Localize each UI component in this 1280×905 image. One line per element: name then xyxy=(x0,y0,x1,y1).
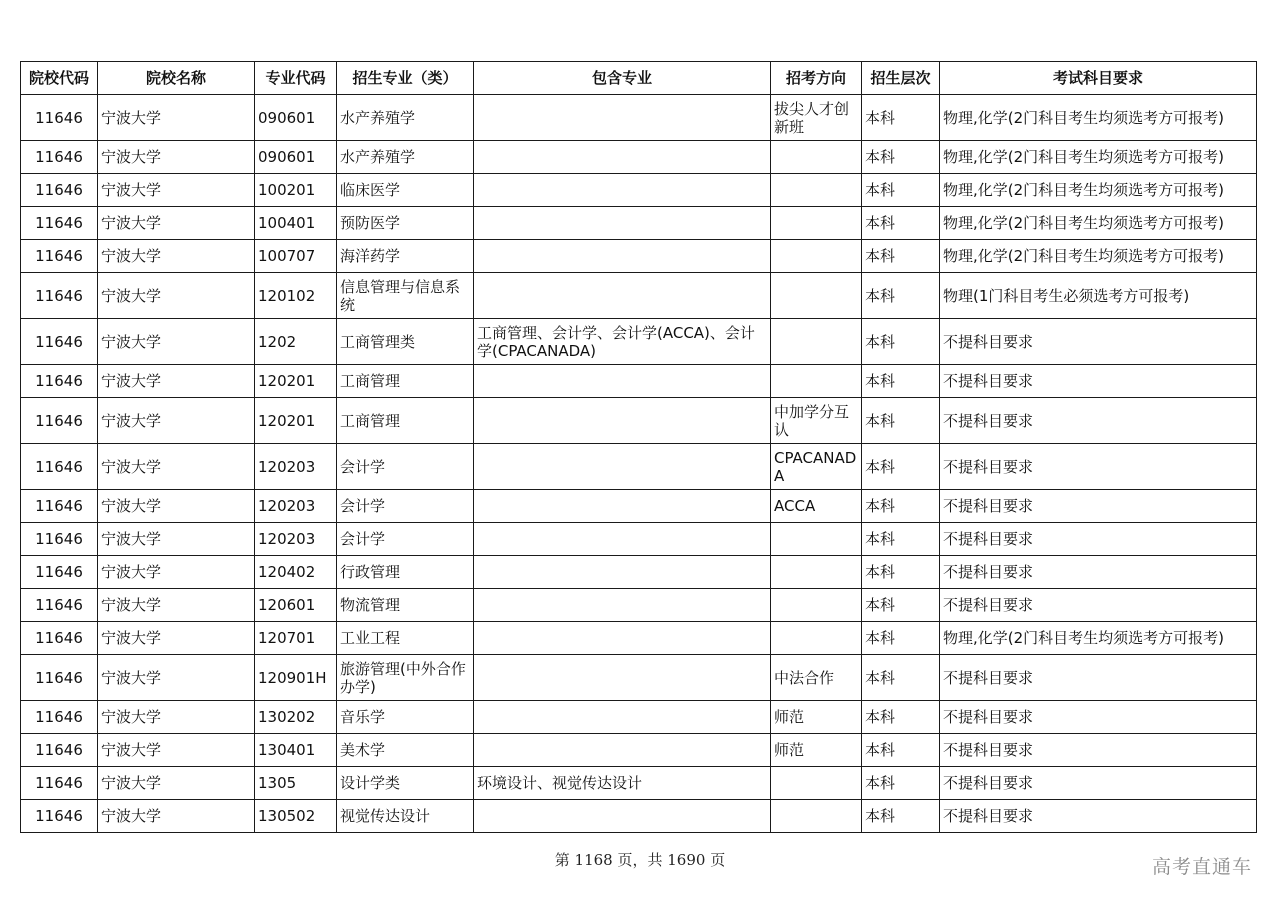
cell-level: 本科 xyxy=(862,734,940,767)
cell-included-majors xyxy=(474,655,771,701)
cell-major-code: 090601 xyxy=(255,95,337,141)
admissions-table xyxy=(20,61,1257,833)
cell-level: 本科 xyxy=(862,490,940,523)
table-row xyxy=(21,490,1257,523)
cell-major: 设计学类 xyxy=(337,767,474,800)
table-row xyxy=(21,365,1257,398)
cell-level: 本科 xyxy=(862,273,940,319)
cell-school-code: 11646 xyxy=(21,589,98,622)
cell-direction: 中法合作 xyxy=(771,655,862,701)
cell-school-name: 宁波大学 xyxy=(98,174,255,207)
cell-direction xyxy=(771,240,862,273)
cell-requirement: 物理,化学(2门科目考生均须选考方可报考) xyxy=(940,174,1257,207)
cell-school-code: 11646 xyxy=(21,734,98,767)
cell-included-majors xyxy=(474,800,771,833)
cell-requirement: 不提科目要求 xyxy=(940,734,1257,767)
cell-school-name: 宁波大学 xyxy=(98,767,255,800)
cell-major-code: 120102 xyxy=(255,273,337,319)
cell-major-code: 090601 xyxy=(255,141,337,174)
cell-included-majors xyxy=(474,273,771,319)
table-row xyxy=(21,141,1257,174)
header-major-code: 专业代码 xyxy=(255,62,337,95)
cell-included-majors xyxy=(474,398,771,444)
table-row xyxy=(21,701,1257,734)
cell-included-majors xyxy=(474,734,771,767)
cell-direction xyxy=(771,174,862,207)
cell-school-name: 宁波大学 xyxy=(98,319,255,365)
cell-school-name: 宁波大学 xyxy=(98,141,255,174)
cell-major: 工业工程 xyxy=(337,622,474,655)
header-level: 招生层次 xyxy=(862,62,940,95)
cell-school-name: 宁波大学 xyxy=(98,622,255,655)
cell-level: 本科 xyxy=(862,701,940,734)
cell-school-name: 宁波大学 xyxy=(98,655,255,701)
cell-direction xyxy=(771,273,862,319)
cell-school-name: 宁波大学 xyxy=(98,365,255,398)
cell-school-code: 11646 xyxy=(21,319,98,365)
cell-major: 工商管理 xyxy=(337,398,474,444)
cell-requirement: 物理(1门科目考生必须选考方可报考) xyxy=(940,273,1257,319)
cell-level: 本科 xyxy=(862,444,940,490)
header-school-code: 院校代码 xyxy=(21,62,98,95)
cell-direction xyxy=(771,622,862,655)
cell-direction: 师范 xyxy=(771,701,862,734)
cell-direction xyxy=(771,207,862,240)
cell-direction xyxy=(771,365,862,398)
cell-included-majors xyxy=(474,589,771,622)
cell-major: 会计学 xyxy=(337,523,474,556)
cell-major-code: 100707 xyxy=(255,240,337,273)
cell-major: 预防医学 xyxy=(337,207,474,240)
cell-requirement: 不提科目要求 xyxy=(940,589,1257,622)
cell-major-code: 100401 xyxy=(255,207,337,240)
cell-school-code: 11646 xyxy=(21,701,98,734)
cell-school-code: 11646 xyxy=(21,240,98,273)
cell-direction: 拔尖人才创新班 xyxy=(771,95,862,141)
cell-included-majors xyxy=(474,556,771,589)
table-row xyxy=(21,734,1257,767)
table-body xyxy=(21,95,1257,833)
cell-requirement: 不提科目要求 xyxy=(940,767,1257,800)
table-row xyxy=(21,444,1257,490)
cell-school-name: 宁波大学 xyxy=(98,398,255,444)
cell-major-code: 130401 xyxy=(255,734,337,767)
cell-major: 美术学 xyxy=(337,734,474,767)
cell-requirement: 不提科目要求 xyxy=(940,444,1257,490)
cell-major-code: 100201 xyxy=(255,174,337,207)
cell-school-name: 宁波大学 xyxy=(98,556,255,589)
watermark: 高考直通车 xyxy=(1151,856,1252,878)
cell-included-majors xyxy=(474,622,771,655)
table-row xyxy=(21,622,1257,655)
cell-included-majors xyxy=(474,365,771,398)
cell-level: 本科 xyxy=(862,95,940,141)
cell-level: 本科 xyxy=(862,556,940,589)
cell-major: 物流管理 xyxy=(337,589,474,622)
cell-direction xyxy=(771,141,862,174)
cell-direction xyxy=(771,523,862,556)
cell-major-code: 120201 xyxy=(255,398,337,444)
cell-requirement: 不提科目要求 xyxy=(940,398,1257,444)
cell-major: 工商管理类 xyxy=(337,319,474,365)
cell-requirement: 不提科目要求 xyxy=(940,319,1257,365)
table-row xyxy=(21,767,1257,800)
cell-direction xyxy=(771,319,862,365)
cell-school-code: 11646 xyxy=(21,655,98,701)
cell-direction xyxy=(771,556,862,589)
cell-major: 水产养殖学 xyxy=(337,95,474,141)
cell-major-code: 120203 xyxy=(255,523,337,556)
cell-requirement: 物理,化学(2门科目考生均须选考方可报考) xyxy=(940,141,1257,174)
cell-major: 水产养殖学 xyxy=(337,141,474,174)
header-requirement: 考试科目要求 xyxy=(940,62,1257,95)
cell-school-code: 11646 xyxy=(21,800,98,833)
cell-school-name: 宁波大学 xyxy=(98,701,255,734)
cell-major-code: 1202 xyxy=(255,319,337,365)
cell-included-majors xyxy=(474,444,771,490)
cell-school-code: 11646 xyxy=(21,207,98,240)
cell-major-code: 1305 xyxy=(255,767,337,800)
cell-school-code: 11646 xyxy=(21,174,98,207)
table-row xyxy=(21,800,1257,833)
cell-level: 本科 xyxy=(862,622,940,655)
cell-major-code: 120203 xyxy=(255,444,337,490)
cell-school-code: 11646 xyxy=(21,141,98,174)
page-number: 第 1168 页，共 1690 页 xyxy=(554,851,726,869)
table-row xyxy=(21,240,1257,273)
cell-major: 音乐学 xyxy=(337,701,474,734)
cell-major: 会计学 xyxy=(337,490,474,523)
cell-level: 本科 xyxy=(862,174,940,207)
cell-school-code: 11646 xyxy=(21,622,98,655)
cell-included-majors: 工商管理、会计学、会计学(ACCA)、会计学(CPACANADA) xyxy=(474,319,771,365)
cell-level: 本科 xyxy=(862,523,940,556)
cell-school-code: 11646 xyxy=(21,444,98,490)
cell-school-code: 11646 xyxy=(21,767,98,800)
cell-major: 海洋药学 xyxy=(337,240,474,273)
cell-level: 本科 xyxy=(862,655,940,701)
cell-included-majors xyxy=(474,95,771,141)
header-school-name: 院校名称 xyxy=(98,62,255,95)
cell-school-code: 11646 xyxy=(21,398,98,444)
cell-school-name: 宁波大学 xyxy=(98,523,255,556)
cell-level: 本科 xyxy=(862,767,940,800)
cell-requirement: 不提科目要求 xyxy=(940,701,1257,734)
cell-school-name: 宁波大学 xyxy=(98,490,255,523)
table-header-row xyxy=(21,62,1257,95)
table-row xyxy=(21,319,1257,365)
cell-included-majors xyxy=(474,141,771,174)
cell-included-majors xyxy=(474,207,771,240)
table-row xyxy=(21,174,1257,207)
cell-requirement: 不提科目要求 xyxy=(940,523,1257,556)
cell-major-code: 120402 xyxy=(255,556,337,589)
cell-school-name: 宁波大学 xyxy=(98,444,255,490)
cell-included-majors xyxy=(474,523,771,556)
cell-included-majors xyxy=(474,240,771,273)
cell-direction: 师范 xyxy=(771,734,862,767)
header-direction: 招考方向 xyxy=(771,62,862,95)
cell-school-code: 11646 xyxy=(21,273,98,319)
cell-included-majors xyxy=(474,701,771,734)
cell-requirement: 不提科目要求 xyxy=(940,655,1257,701)
cell-requirement: 物理,化学(2门科目考生均须选考方可报考) xyxy=(940,622,1257,655)
cell-level: 本科 xyxy=(862,800,940,833)
header-included-majors: 包含专业 xyxy=(474,62,771,95)
cell-direction: ACCA xyxy=(771,490,862,523)
table-row xyxy=(21,398,1257,444)
table-row xyxy=(21,556,1257,589)
cell-major: 工商管理 xyxy=(337,365,474,398)
table-row xyxy=(21,589,1257,622)
cell-school-code: 11646 xyxy=(21,523,98,556)
table-row xyxy=(21,655,1257,701)
cell-school-code: 11646 xyxy=(21,556,98,589)
cell-level: 本科 xyxy=(862,589,940,622)
cell-major: 信息管理与信息系统 xyxy=(337,273,474,319)
cell-school-name: 宁波大学 xyxy=(98,95,255,141)
cell-school-name: 宁波大学 xyxy=(98,207,255,240)
cell-major-code: 120701 xyxy=(255,622,337,655)
cell-major-code: 130502 xyxy=(255,800,337,833)
cell-major-code: 120901H xyxy=(255,655,337,701)
cell-major: 会计学 xyxy=(337,444,474,490)
cell-requirement: 物理,化学(2门科目考生均须选考方可报考) xyxy=(940,207,1257,240)
cell-direction xyxy=(771,589,862,622)
cell-requirement: 物理,化学(2门科目考生均须选考方可报考) xyxy=(940,95,1257,141)
cell-school-code: 11646 xyxy=(21,365,98,398)
table-row xyxy=(21,207,1257,240)
cell-school-name: 宁波大学 xyxy=(98,273,255,319)
cell-school-name: 宁波大学 xyxy=(98,240,255,273)
cell-school-name: 宁波大学 xyxy=(98,800,255,833)
cell-major: 旅游管理(中外合作办学) xyxy=(337,655,474,701)
cell-major-code: 120201 xyxy=(255,365,337,398)
cell-level: 本科 xyxy=(862,207,940,240)
cell-requirement: 不提科目要求 xyxy=(940,365,1257,398)
cell-major: 行政管理 xyxy=(337,556,474,589)
cell-direction xyxy=(771,767,862,800)
cell-requirement: 不提科目要求 xyxy=(940,556,1257,589)
table-row xyxy=(21,95,1257,141)
cell-level: 本科 xyxy=(862,240,940,273)
cell-school-code: 11646 xyxy=(21,490,98,523)
cell-requirement: 不提科目要求 xyxy=(940,490,1257,523)
cell-school-name: 宁波大学 xyxy=(98,589,255,622)
cell-level: 本科 xyxy=(862,365,940,398)
table-row xyxy=(21,523,1257,556)
table-row xyxy=(21,273,1257,319)
header-major: 招生专业（类） xyxy=(337,62,474,95)
cell-school-code: 11646 xyxy=(21,95,98,141)
cell-school-name: 宁波大学 xyxy=(98,734,255,767)
cell-requirement: 物理,化学(2门科目考生均须选考方可报考) xyxy=(940,240,1257,273)
cell-major: 临床医学 xyxy=(337,174,474,207)
cell-included-majors xyxy=(474,490,771,523)
cell-direction: CPACANADA xyxy=(771,444,862,490)
cell-level: 本科 xyxy=(862,141,940,174)
cell-direction xyxy=(771,800,862,833)
cell-major: 视觉传达设计 xyxy=(337,800,474,833)
cell-major-code: 120601 xyxy=(255,589,337,622)
cell-level: 本科 xyxy=(862,398,940,444)
cell-major-code: 130202 xyxy=(255,701,337,734)
cell-requirement: 不提科目要求 xyxy=(940,800,1257,833)
cell-level: 本科 xyxy=(862,319,940,365)
cell-included-majors xyxy=(474,174,771,207)
cell-major-code: 120203 xyxy=(255,490,337,523)
cell-included-majors: 环境设计、视觉传达设计 xyxy=(474,767,771,800)
cell-direction: 中加学分互认 xyxy=(771,398,862,444)
